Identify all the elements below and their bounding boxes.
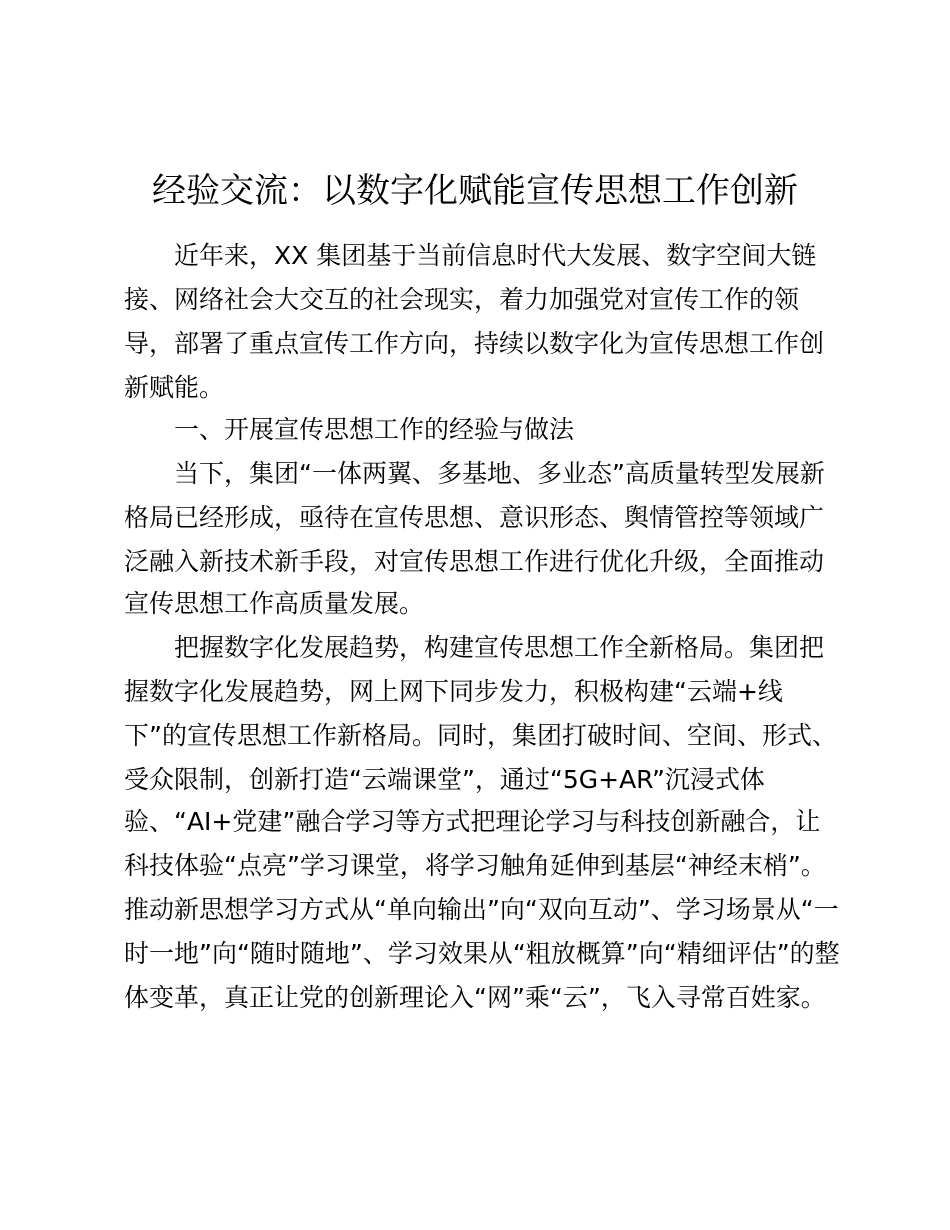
- paragraph-line: 把握数字化发展趋势，构建宣传思想工作全新格局。集团把: [174, 633, 825, 662]
- paragraph-line: 推动新思想学习方式从“单向输出”向“双向互动”、学习场景从“一: [124, 895, 839, 924]
- paragraph-line: 受众限制，创新打造“云端课堂”，通过“5G+AR”沉浸式体: [124, 765, 765, 794]
- paragraph-line: 下”的宣传思想工作新格局。同时，集团打破时间、空间、形式、: [124, 721, 837, 750]
- paragraph-line: 泛融入新技术新手段，对宣传思想工作进行优化升级，全面推动: [124, 547, 825, 576]
- paragraph-line: 体变革，真正让党的创新理论入“网”乘“云”，飞入寻常百姓家。: [124, 983, 826, 1012]
- paragraph-line: 握数字化发展趋势，网上网下同步发力，积极构建“云端+线: [124, 677, 783, 706]
- paragraph-line: 导，部署了重点宣传工作方向，持续以数字化为宣传思想工作创: [124, 329, 825, 358]
- document-title: 经验交流：以数字化赋能宣传思想工作创新: [152, 171, 798, 211]
- section-heading: 一、开展宣传思想工作的经验与做法: [174, 415, 575, 444]
- paragraph-line: 新赋能。: [124, 373, 225, 402]
- paragraph-line: 格局已经形成，亟待在宣传思想、意识形态、舆情管控等领域广: [124, 503, 825, 532]
- paragraph-line: 宣传思想工作高质量发展。: [124, 589, 425, 618]
- paragraph-line: 科技体验“点亮”学习课堂，将学习触角延伸到基层“神经末梢”。: [124, 851, 826, 880]
- paragraph-line: 近年来，XX 集团基于当前信息时代大发展、数字空间大链: [174, 241, 817, 270]
- paragraph-line: 当下，集团“一体两翼、多基地、多业态”高质量转型发展新: [174, 459, 825, 488]
- paragraph-line: 验、“AI+党建”融合学习等方式把理论学习与科技创新融合，让: [124, 807, 821, 836]
- paragraph-line: 接、网络社会大交互的社会现实，着力加强党对宣传工作的领: [124, 285, 800, 314]
- paragraph-line: 时一地”向“随时随地”、学习效果从“粗放概算”向“精细评估”的整: [124, 939, 840, 968]
